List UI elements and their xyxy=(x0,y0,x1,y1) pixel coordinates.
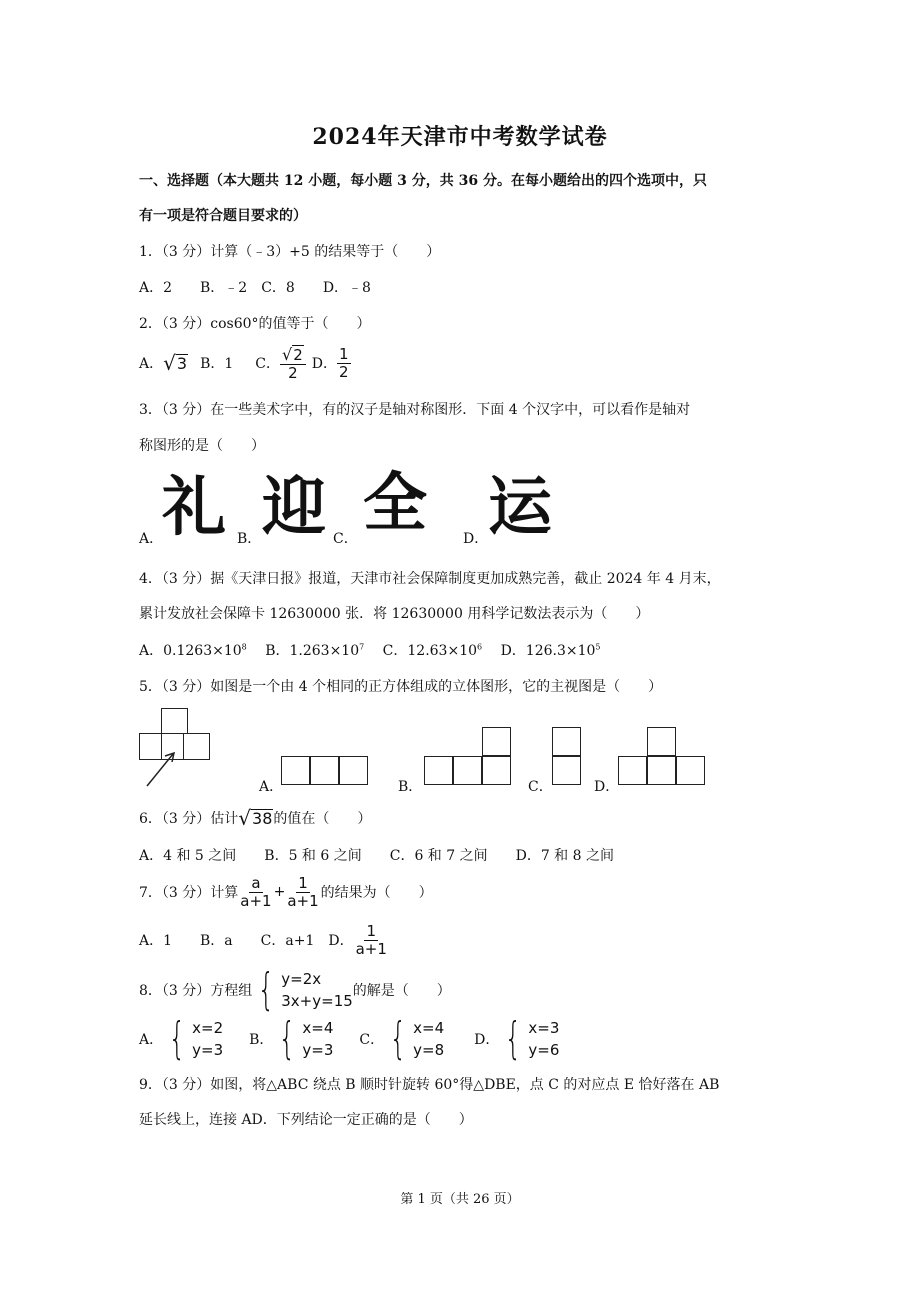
q7-option-d-frac: $\frac{1}{a+1}$ xyxy=(355,921,387,958)
q2-stem: 2．（3 分）cos60°的值等于（ ） xyxy=(139,316,371,332)
q3-char-yun: 运 xyxy=(488,471,552,545)
q8-label-d: D． xyxy=(474,1032,500,1048)
q7-stem-pre: 7．（3 分）计算 xyxy=(139,885,239,901)
q4-option-c: C．12.63×10 xyxy=(382,643,478,659)
q4-option-b: B．1.263×10 xyxy=(265,643,360,659)
q8-options xyxy=(139,1015,559,1063)
q6-stem-post: 的值在（ ） xyxy=(273,811,372,827)
q7-frac-1: $\frac{a}{a+1}$ xyxy=(240,873,272,910)
q3-char-li: 礼 xyxy=(162,471,226,545)
q8-option-c: { x=4 y=8 xyxy=(389,1013,445,1064)
q2-option-b: B．1 xyxy=(200,356,234,372)
q8-option-b: { x=4 y=3 xyxy=(279,1013,334,1064)
q5-label-c: C． xyxy=(528,779,553,795)
q3-stem-line1: 3．（3 分）在一些美术字中，有的汉子是轴对称图形．下面 4 个汉字中，可以看作是轴对 xyxy=(139,402,691,418)
q6-sqrt: √ 38 xyxy=(238,806,273,830)
q9-stem-line2: 延长线上，连接 AD．下列结论一定正确的是（ ） xyxy=(139,1112,473,1128)
q2-option-a-label: A． xyxy=(139,356,164,372)
section-heading-line1: 一、选择题（本大题共 12 小题，每小题 3 分，共 36 分。在每小题给出的四个选项中，只 xyxy=(139,173,707,189)
q4-option-d: D．126.3×10 xyxy=(500,643,596,659)
q3-label-d: D． xyxy=(463,531,489,547)
q5-solid-figure xyxy=(139,704,219,794)
q2-option-c-label: C． xyxy=(255,356,280,372)
q6-stem-pre: 6．（3 分）估计 xyxy=(139,811,239,827)
q1-stem: 1．（3 分）计算（﹣3）+5 的结果等于（ ） xyxy=(139,244,441,260)
q3-label-b: B． xyxy=(237,531,262,547)
q7-plus: + xyxy=(273,884,286,900)
q7-options-text: A．1 B．a C．a+1 D． xyxy=(139,933,354,949)
q4-stem-line1: 4．（3 分）据《天津日报》报道，天津市社会保障制度更加成熟完善，截止 2024 年 4 月末， xyxy=(139,571,721,587)
q8-label-a: A． xyxy=(139,1032,164,1048)
q5-option-b-figure xyxy=(424,727,514,787)
q5-label-a: A． xyxy=(259,779,284,795)
q5-option-a-figure xyxy=(281,756,371,786)
q7-stem xyxy=(139,872,433,912)
q4-option-a: A．0.1263×10 xyxy=(139,643,242,659)
q6-stem xyxy=(139,806,371,830)
q2-options xyxy=(139,343,351,383)
page-title: 2024年天津市中考数学试卷 xyxy=(312,124,608,150)
q1-options: A．2 B．﹣2 C．8 D．﹣8 xyxy=(139,280,371,296)
q8-equation-system: { y=2x 3x+y=15 xyxy=(257,964,353,1015)
q8-stem-post: 的解是（ ） xyxy=(352,983,451,999)
q7-stem-post: 的结果为（ ） xyxy=(320,885,433,901)
q7-options xyxy=(139,920,389,960)
section-heading-line2: 有一项是符合题目要求的） xyxy=(139,208,307,224)
q3-label-a: A． xyxy=(139,531,164,547)
q3-stem-line2: 称图形的是（ ） xyxy=(139,438,265,454)
q5-label-b: B． xyxy=(398,779,423,795)
q3-char-ying: 迎 xyxy=(262,471,326,545)
q2-option-d-label: D． xyxy=(311,356,337,372)
q7-frac-2: $\frac{1}{a+1}$ xyxy=(287,873,319,910)
q5-stem: 5．（3 分）如图是一个由 4 个相同的正方体组成的立体图形，它的主视图是（ ） xyxy=(139,679,663,695)
q3-char-quan: 全 xyxy=(363,467,427,541)
q4-options: A．$0.1263\times 10^8$ B．$1.263\times 10^7$ C．$12.63\times 10^6$ D．$126.3\times 10^5$ xyxy=(139,642,601,659)
q5-option-d-figure xyxy=(618,727,708,787)
q8-stem-pre: 8．（3 分）方程组 xyxy=(139,983,253,999)
q5-option-c-figure xyxy=(552,727,582,787)
q2-option-a-sqrt: √ 3 xyxy=(163,351,188,375)
q8-stem xyxy=(139,966,451,1014)
q5-view-arrow xyxy=(139,704,219,794)
q4-stem-line2: 累计发放社会保障卡 12630000 张．将 12630000 用科学记数法表示为（ ） xyxy=(139,606,650,622)
q2-option-c-frac: √ 2 2 xyxy=(280,345,306,382)
q8-label-b: B． xyxy=(249,1032,274,1048)
q2-option-d-frac: $\frac{1}{2}$ xyxy=(338,344,349,381)
q6-options: A．4 和 5 之间 B．5 和 6 之间 C．6 和 7 之间 D．7 和 8 之间 xyxy=(139,848,614,864)
q8-label-c: C． xyxy=(359,1032,385,1048)
q3-label-c: C． xyxy=(333,531,358,547)
q9-stem-line1: 9．（3 分）如图，将△ABC 绕点 B 顺时针旋转 60°得△DBE，点 C 的对应点 E 恰好落在 AB xyxy=(139,1077,720,1093)
q5-label-d: D． xyxy=(594,779,620,795)
q8-option-d: { x=3 y=6 xyxy=(504,1013,560,1064)
q8-option-a: { x=2 y=3 xyxy=(168,1013,224,1064)
page-footer: 第 1 页（共 26 页） xyxy=(400,1192,520,1207)
